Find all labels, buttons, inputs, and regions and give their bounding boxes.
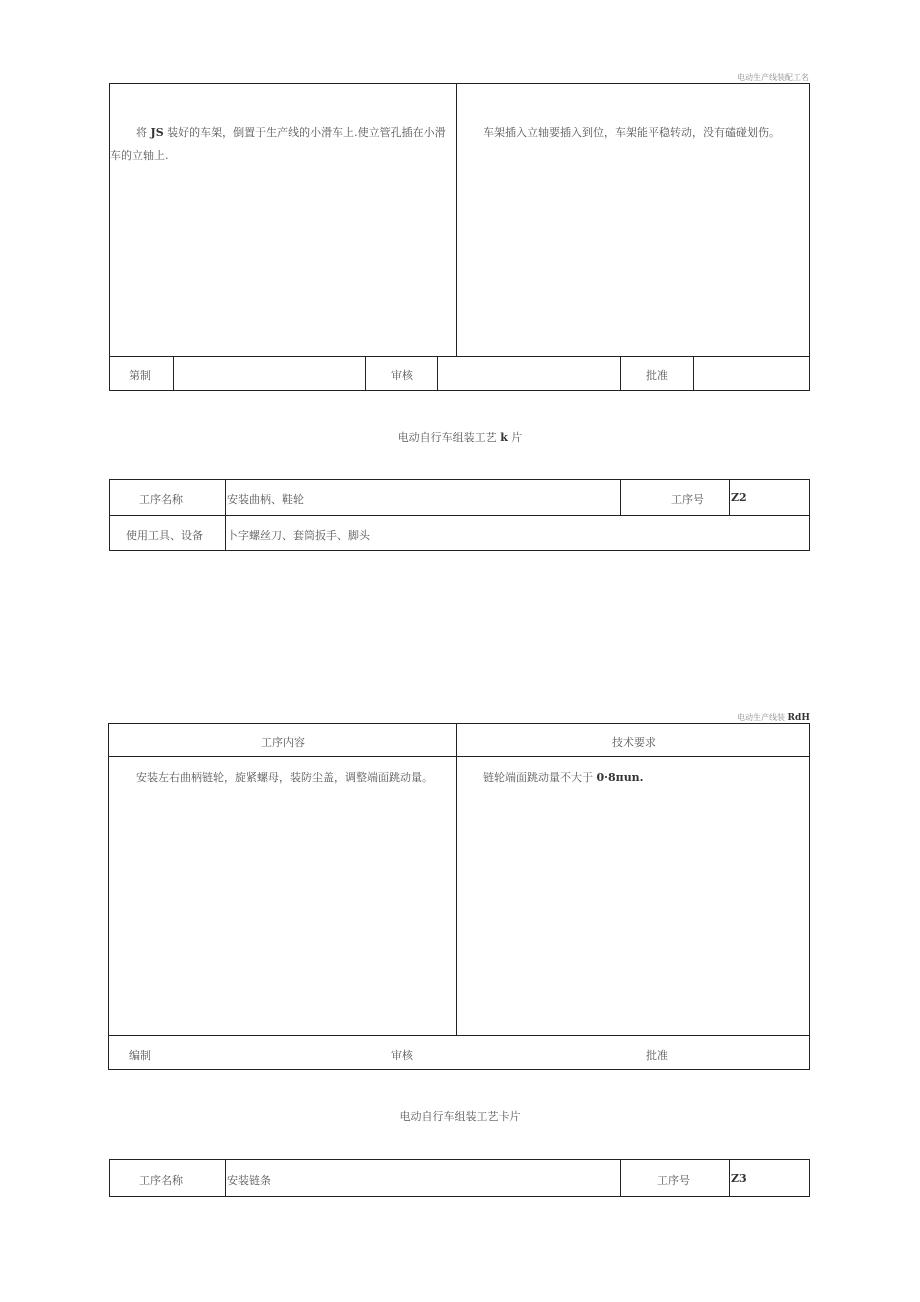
- process-no-label: 工序号: [671, 493, 704, 506]
- content-prefix: 将: [136, 126, 151, 139]
- table-divider: [109, 515, 810, 516]
- table-divider: [225, 1159, 226, 1197]
- content-bold: JS: [150, 126, 164, 139]
- process-no-value: Z2: [731, 491, 747, 504]
- table-divider: [109, 356, 810, 357]
- table-divider: [108, 1035, 810, 1036]
- sign-label-approve: 批准: [646, 1049, 668, 1062]
- table-divider: [729, 1159, 730, 1197]
- card-title: 电动自行车组装工艺卡片: [399, 1110, 521, 1123]
- table-divider: [365, 356, 366, 391]
- table-divider: [620, 1159, 621, 1197]
- table-divider: [620, 356, 621, 391]
- table-divider: [225, 479, 226, 551]
- table-divider: [173, 356, 174, 391]
- col-header-requirement: 技术要求: [612, 736, 656, 749]
- header-note-bold: RdH: [787, 713, 810, 723]
- table-divider: [456, 83, 457, 357]
- technical-requirement: 车架插入立轴要插入到位，车架能平稳转动，没有磕碰划伤。: [483, 126, 780, 139]
- sign-label-review: 审核: [391, 1049, 413, 1062]
- process-name-label: 工序名称: [139, 1174, 183, 1187]
- process-content: 安装左右曲柄链轮，旋紧螺母，装防尘盖，调整端面跳动量。: [136, 771, 433, 784]
- card-title-prefix: 电动自行车组装工艺: [397, 431, 501, 444]
- table-divider: [620, 479, 621, 516]
- process-name-label: 工序名称: [139, 493, 183, 506]
- table-divider: [729, 479, 730, 516]
- table-divider: [456, 723, 457, 1036]
- header-note-prefix: 电动生产线装: [737, 713, 788, 722]
- process-info-table-3: [109, 1159, 810, 1197]
- tools-label: 使用工具、设备: [126, 529, 203, 542]
- col-header-content: 工序内容: [261, 736, 305, 749]
- requirement-bold: 0·8πun.: [596, 771, 644, 784]
- card-title-bold: k: [500, 431, 508, 444]
- content-rest: 装好的车架，倒置于生产线的小滑车上.使立管孔插在小滑车的立轴上.: [110, 126, 446, 162]
- sign-label-review: 审核: [391, 369, 413, 382]
- tools-value: 卜字螺丝刀、套筒扳手、脚头: [227, 529, 370, 542]
- process-content: [110, 121, 451, 167]
- process-name-value: 安装链条: [227, 1174, 271, 1187]
- sign-label-approve: 批准: [646, 369, 668, 382]
- header-note: 电动生产线装配工名: [737, 73, 809, 82]
- card-title: [0, 429, 920, 445]
- sign-label-compile: 编制: [129, 1049, 151, 1062]
- sign-label-compile: 第制: [129, 369, 151, 382]
- card-title-suffix: 片: [507, 431, 523, 444]
- process-name-value: 安装曲柄、鞋轮: [227, 493, 304, 506]
- technical-requirement: [483, 766, 803, 789]
- requirement-prefix: 链轮端面跳动量不大于: [483, 771, 597, 784]
- table-divider: [437, 356, 438, 391]
- table-divider: [108, 756, 810, 757]
- process-no-value: Z3: [731, 1172, 747, 1185]
- table-divider: [693, 356, 694, 391]
- header-note: [737, 712, 810, 723]
- process-no-label: 工序号: [657, 1174, 690, 1187]
